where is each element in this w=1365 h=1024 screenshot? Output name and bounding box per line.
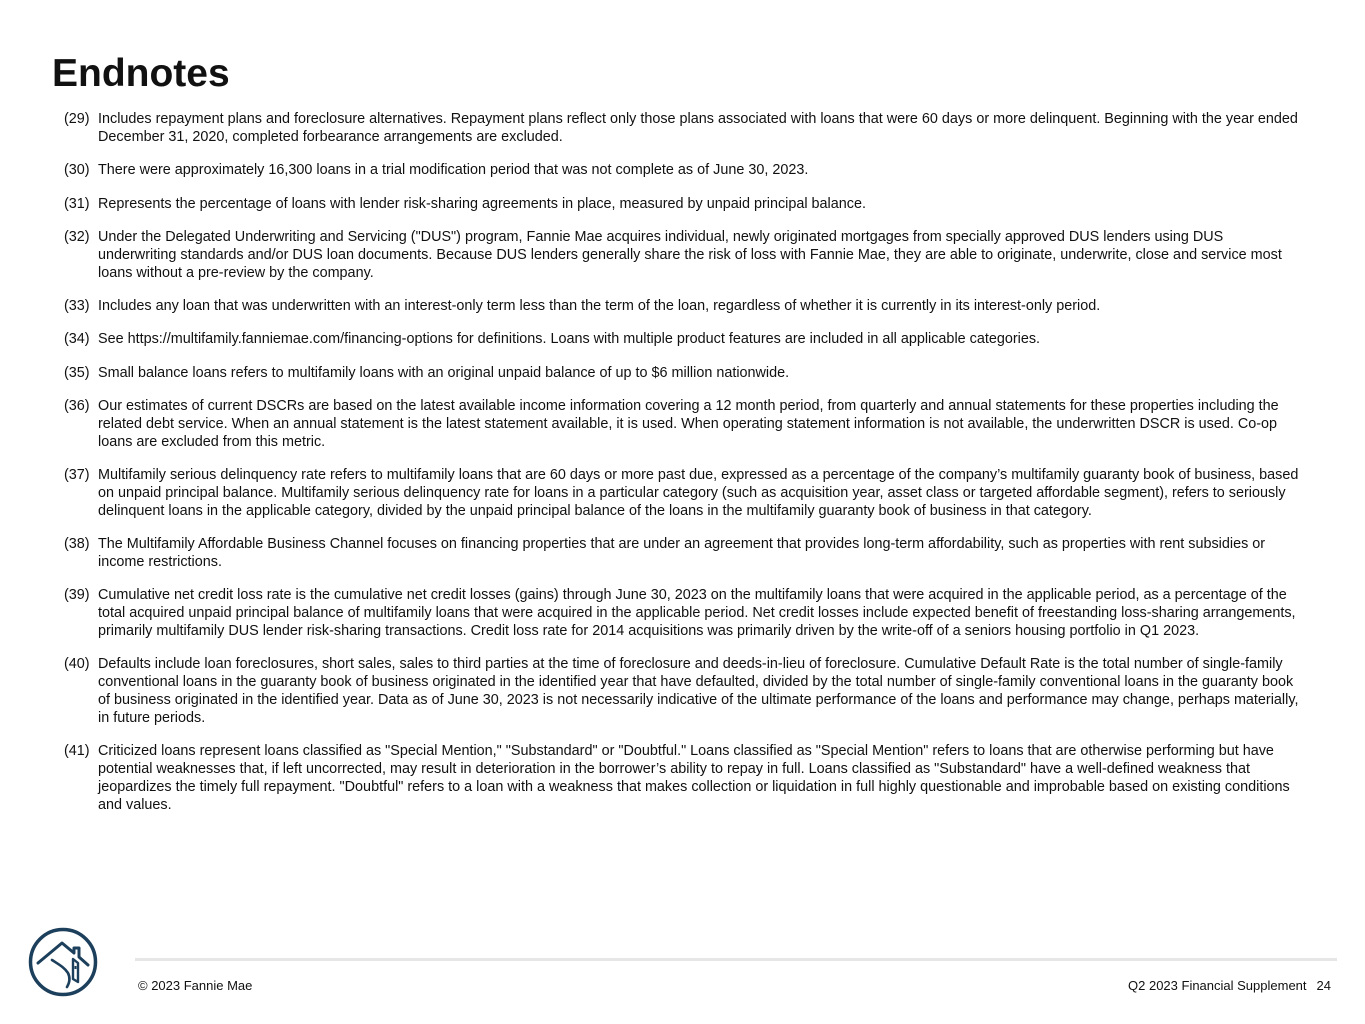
endnote-30 (64, 162, 1304, 180)
endnote-text: Includes repayment plans and foreclosure alternatives. Repayment plans reflect only those plans associated with loans that were 60 days or more delinquent. Beginning with the year ended December 31, 2020, completed forbearance arrangements are excluded. (98, 111, 1298, 145)
endnote-number: (32) (64, 228, 90, 245)
endnote-32 (64, 229, 1304, 283)
endnote-text: Criticized loans represent loans classified as "Special Mention," "Substandard" or "Doubtful." Loans classified as "Special Mention" refers to loans that are otherwise performing but have potential weaknesses that, if left uncorrected, may result in deterioration in the borrower’s ability to repay in full. Loans classified as "Substandard" have a well-defined weakness that jeopardizes the timely full repayment. "Doubtful" refers to a loan with a weakness that makes collection or liquidation in full highly questionable and improbable based on existing conditions and values. (98, 743, 1290, 814)
endnotes-list (64, 111, 1304, 830)
endnote-text: The Multifamily Affordable Business Channel focuses on financing properties that are under an agreement that provides long-term affordability, such as properties with rent subsidies or income restrictions. (98, 536, 1266, 570)
endnote-40 (64, 656, 1304, 728)
endnote-35 (64, 365, 1304, 383)
endnote-number: (36) (64, 397, 90, 414)
endnote-31 (64, 196, 1304, 214)
fannie-mae-house-logo-icon (28, 927, 98, 997)
endnote-number: (41) (64, 743, 90, 760)
endnote-text: See https://multifamily.fanniemae.com/financing-options for definitions. Loans with multiple product features are included in all applicable categories. (98, 331, 1041, 348)
endnote-37 (64, 467, 1304, 521)
endnote-text: Represents the percentage of loans with lender risk-sharing agreements in place, measured by unpaid principal balance. (98, 195, 866, 212)
endnote-34 (64, 331, 1304, 349)
endnote-number: (40) (64, 656, 90, 673)
footer-right (1128, 978, 1331, 994)
endnote-33 (64, 298, 1304, 316)
endnote-41 (64, 743, 1304, 815)
endnote-text: Includes any loan that was underwritten with an interest-only term less than the term of the loan, regardless of whether it is currently in its interest-only period. (98, 297, 1101, 314)
footer-rule (135, 958, 1337, 961)
endnote-36 (64, 398, 1304, 452)
endnote-number: (39) (64, 587, 90, 604)
endnote-39 (64, 587, 1304, 641)
endnote-29 (64, 111, 1304, 147)
endnote-number: (29) (64, 111, 90, 127)
document-title: Q2 2023 Financial Supplement (1128, 978, 1307, 993)
endnote-number: (30) (64, 162, 90, 179)
endnote-text: Our estimates of current DSCRs are based on the latest available income information covering a 12 month period, from quarterly and annual statements for these properties including the related debt service. When an annual statement is the latest statement available, it is used. When operating statement information is not available, the underwritten DSCR is used. Co-op loans are excluded from this metric. (98, 397, 1279, 450)
endnote-text: Small balance loans refers to multifamily loans with an original unpaid balance of up to $6 million nationwide. (98, 364, 790, 381)
endnote-text: There were approximately 16,300 loans in a trial modification period that was not complete as of June 30, 2023. (98, 162, 809, 179)
endnote-text: Defaults include loan foreclosures, short sales, sales to third parties at the time of foreclosure and deeds-in-lieu of foreclosure. Cumulative Default Rate is the total number of single-family conventional loans in the guaranty book of business originated in the identified year that have defaulted, divided by the total number of single-family conventional loans in the guaranty book of business originated in the identified year. Data as of June 30, 2023 is not necessarily indicative of the ultimate performance of the loans and performance may change, perhaps materially, in future periods. (98, 656, 1299, 727)
endnote-number: (34) (64, 331, 90, 348)
copyright-text: © 2023 Fannie Mae (138, 978, 253, 993)
page-number: 24 (1316, 978, 1331, 993)
endnote-text: Cumulative net credit loss rate is the cumulative net credit losses (gains) through June 30, 2023 on the multifamily loans that were acquired in the applicable period, as a percentage of the total acquired unpaid principal balance of multifamily loans that were acquired in the applicable period. Net credit losses include expected benefit of freestanding loss-sharing arrangements, primarily multifamily DUS lender risk-sharing transactions. Credit loss rate for 2014 acquisitions was primarily driven by the write-off of a seniors housing portfolio in Q1 2023. (98, 587, 1296, 640)
endnote-text: Multifamily serious delinquency rate refers to multifamily loans that are 60 days or more past due, expressed as a percentage of the company’s multifamily guaranty book of business, based on unpaid principal balance. Multifamily serious delinquency rate for loans in a particular category (such as acquisition year, asset class or targeted affordable segment), refers to seriously delinquent loans in the applicable category, divided by the unpaid principal balance of the loans in the multifamily guaranty book of business in that category. (98, 466, 1299, 519)
endnote-text: Under the Delegated Underwriting and Servicing ("DUS") program, Fannie Mae acquires individual, newly originated mortgages from specially approved DUS lenders using DUS underwriting standards and/or DUS loan documents. Because DUS lenders generally share the risk of loss with Fannie Mae, they are able to originate, underwrite, close and service most loans without a pre-review by the company. (98, 228, 1282, 281)
endnote-number: (35) (64, 364, 90, 381)
endnote-number: (31) (64, 195, 90, 212)
endnote-number: (38) (64, 536, 90, 553)
page-title: Endnotes (52, 52, 230, 95)
endnote-38 (64, 536, 1304, 572)
endnote-number: (37) (64, 466, 90, 483)
endnote-number: (33) (64, 297, 90, 314)
